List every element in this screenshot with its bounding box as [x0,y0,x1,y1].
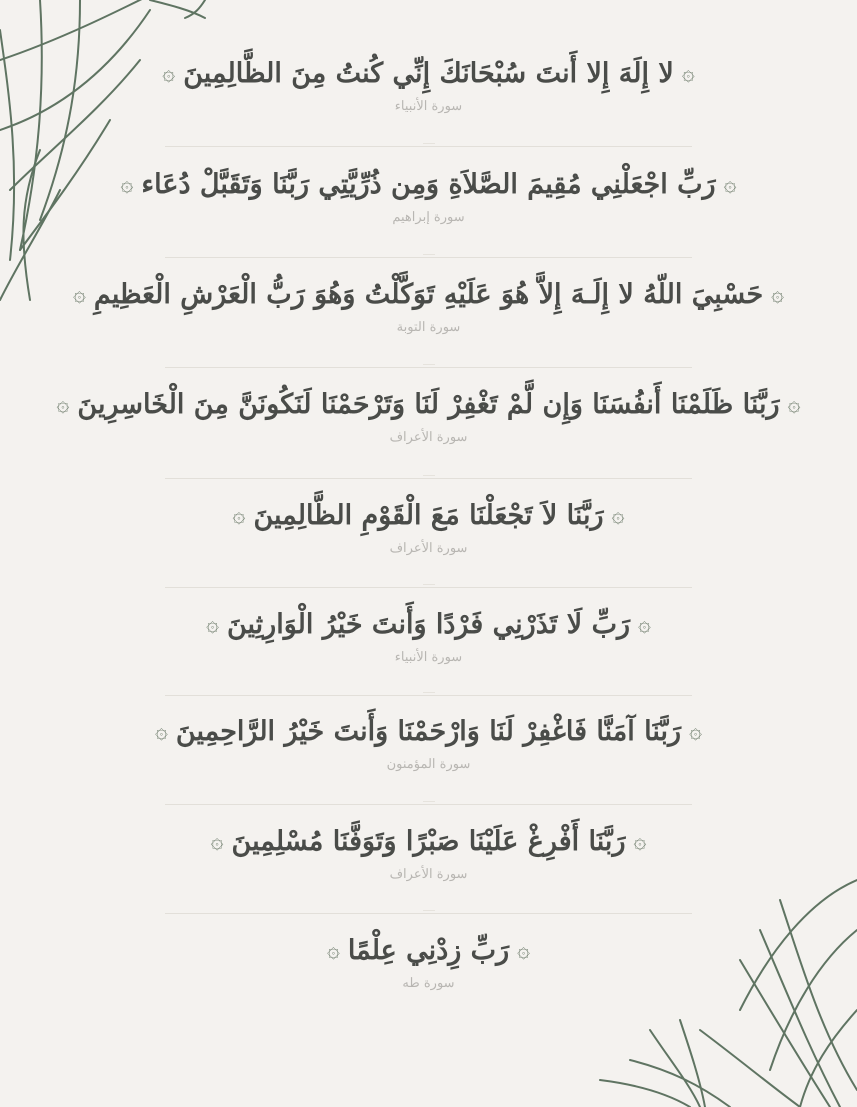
divider [165,367,692,368]
divider [165,695,692,696]
verse-source: سورة الأنبياء [394,99,463,114]
verse-entry [40,383,817,447]
verse-line [40,52,817,96]
verse-entry [40,710,817,774]
verse-line [40,383,817,427]
verse-text: رَبَّنَا ظَلَمْنَا أَنفُسَنَا وَإِن لَّمْ تَغْفِرْ لَنَا وَتَرْحَمْنَا لَنَكُونَنَّ مِنَ الْخَاسِرِينَ [77,389,780,420]
verse-line [40,494,817,538]
ornament-close-icon: ۞ [206,612,219,637]
ornament-close-icon: ۞ [210,829,224,854]
divider [165,587,692,588]
verse-text: حَسْبِيَ اللّهُ لا إِلَـهَ إِلاَّ هُوَ عَلَيْهِ تَوَكَّلْتُ وَهُوَ رَبُّ الْعَرْشِ الْعَظِيمِ [93,279,764,310]
ornament-close-icon: ۞ [56,392,70,417]
ornament-open-icon: ۞ [723,172,737,197]
ornament-open-icon: ۞ [611,503,625,528]
verse-entry [40,494,817,558]
verse-source: سورة المؤمنون [386,757,471,772]
ornament-close-icon: ۞ [72,282,86,307]
verse-entry [40,273,817,337]
ornament-open-icon: ۞ [633,829,647,854]
verse-source: سورة الأعراف [389,430,468,445]
verse-text: رَبِّ اجْعَلْنِي مُقِيمَ الصَّلاَةِ وَمِن ذُرِّيَّتِي رَبَّنَا وَتَقَبَّلْ دُعَاء [141,169,716,200]
verse-line [40,163,817,207]
ornament-close-icon: ۞ [120,172,134,197]
ornament-open-icon: ۞ [638,612,651,637]
verse-text: رَبَّنَا لاَ تَجْعَلْنَا مَعَ الْقَوْمِ الظَّالِمِينَ [253,500,604,531]
verse-line [40,820,817,864]
verse-entry [40,929,817,993]
divider [165,257,692,258]
ornament-close-icon: ۞ [232,503,246,528]
ornament-open-icon: ۞ [681,61,695,86]
ornament-open-icon: ۞ [689,719,702,744]
verse-text: لا إِلَهَ إِلا أَنتَ سُبْحَانَكَ إِنِّي كُنتُ مِنَ الظَّالِمِينَ [183,58,674,89]
verse-source: سورة الأعراف [389,867,468,882]
verse-source: سورة التوبة [396,320,461,335]
verse-source: سورة إبراهيم [392,210,465,225]
verse-entry [40,52,817,116]
verse-line [40,603,817,647]
verse-source: سورة الأنبياء [394,650,463,665]
verse-line [40,710,817,754]
ornament-open-icon: ۞ [517,938,531,963]
verse-entry [40,603,817,667]
ornament-close-icon: ۞ [155,719,168,744]
verse-text: رَبَّنَا آمَنَّا فَاغْفِرْ لَنَا وَارْحَمْنَا وَأَنتَ خَيْرُ الرَّاحِمِينَ [175,716,682,747]
divider [165,146,692,147]
ornament-open-icon: ۞ [787,392,801,417]
verse-text: رَبِّ لَا تَذَرْنِي فَرْدًا وَأَنتَ خَيْرُ الْوَارِثِينَ [226,609,631,640]
verse-line [40,273,817,317]
divider [165,478,692,479]
verse-entry [40,820,817,884]
verse-text: رَبَّنَا أَفْرِغْ عَلَيْنَا صَبْرًا وَتَوَفَّنَا مُسْلِمِينَ [231,826,626,857]
verse-text: رَبِّ زِدْنِي عِلْمًا [347,935,510,966]
verse-source: سورة طه [402,976,455,991]
ornament-close-icon: ۞ [327,938,340,963]
ornament-open-icon: ۞ [771,282,785,307]
divider [165,913,692,914]
ornament-close-icon: ۞ [162,61,176,86]
divider [165,804,692,805]
verse-line [40,929,817,973]
verse-source: سورة الأعراف [389,541,468,556]
verse-entry [40,163,817,227]
